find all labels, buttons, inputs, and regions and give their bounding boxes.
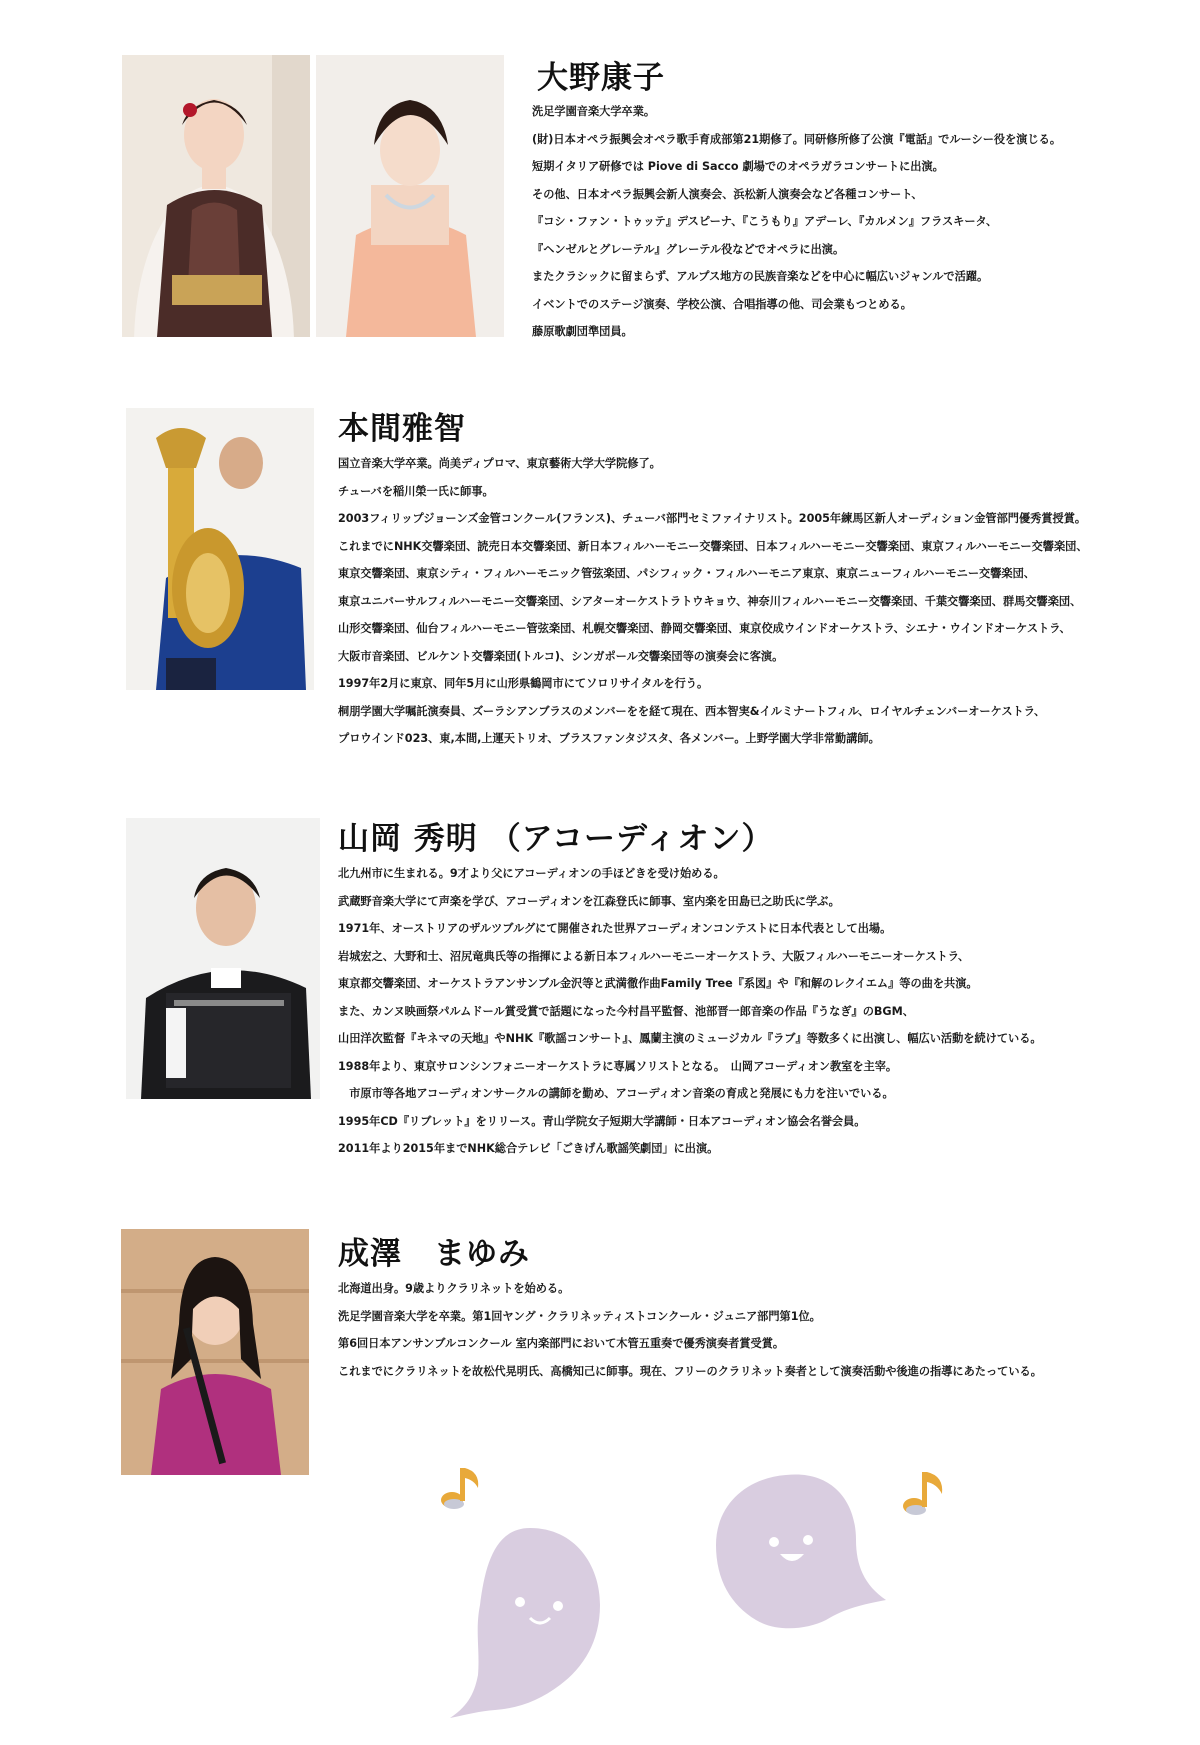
- ono-photo-dress: [316, 55, 504, 337]
- bio-line: 『コシ・ファン・トゥッテ』デスピーナ、『こうもり』アデーレ、『カルメン』フラスキータ、: [532, 215, 998, 228]
- bio-line: 2003フィリップジョーンズ金管コンクール(フランス)、チューバ部門セミファイナリスト。2005年練馬区新人オーディション金管部門優秀賞授賞。: [338, 512, 1087, 525]
- bio-line: イベントでのステージ演奏、学校公演、合唱指導の他、司会業もつとめる。: [532, 297, 912, 311]
- bio-line: これまでにNHK交響楽団、読売日本交響楽団、新日本フィルハーモニー交響楽団、日本フィルハーモニー交響楽団、東京フィルハーモニー交響楽団、: [338, 539, 1088, 553]
- ghost-illustration: [440, 1510, 620, 1720]
- bio-line: 東京都交響楽団、オーケストラアンサンブル金沢等と武満徹作曲Family Tree『系図』や『和解のレクイエム』等の曲を共演。: [338, 977, 978, 990]
- music-note-icon: [438, 1458, 488, 1516]
- member-bio-honma: [338, 450, 1088, 753]
- bio-line: 洗足学園音楽大学を卒業。第1回ヤング・クラリネッティストコンクール・ジュニア部門第1位。: [338, 1309, 821, 1323]
- member-bio-narisawa: [338, 1275, 1042, 1385]
- bio-line: 東京ユニバーサルフィルハーモニー交響楽団、シアターオーケストラトウキョウ、神奈川フィルハーモニー交響楽団、千葉交響楽団、群馬交響楽団、: [338, 594, 1082, 608]
- bio-line: 『ヘンゼルとグレーテル』グレーテル役などでオペラに出演。: [532, 242, 845, 256]
- yamaoka-photo: [126, 818, 320, 1099]
- bio-line: 国立音楽大学卒業。尚美ディプロマ、東京藝術大学大学院修了。: [338, 457, 661, 470]
- bio-line: チューバを稲川榮一氏に師事。: [338, 484, 494, 498]
- bio-line: (財)日本オペラ振興会オペラ歌手育成部第21期修了。同研修所修了公演『電話』でルーシー役を演じる。: [532, 132, 1062, 146]
- bio-line: 1971年、オーストリアのザルツブルグにて開催された世界アコーディオンコンテストに日本代表として出場。: [338, 922, 892, 935]
- member-bio-ono: [532, 98, 1061, 346]
- bio-line: これまでにクラリネットを故松代晃明氏、高橋知己に師事。現在、フリーのクラリネット奏者として演奏活動や後進の指導にあたっている。: [338, 1364, 1042, 1378]
- member-name-honma: 本間雅智: [338, 411, 466, 447]
- member-bio-yamaoka: [338, 860, 1042, 1163]
- bio-line: 2011年より2015年までNHK総合テレビ「ごきげん歌謡笑劇団」に出演。: [338, 1142, 719, 1155]
- bio-line: 山田洋次監督『キネマの天地』やNHK『歌謡コンサート』、鳳蘭主演のミュージカル『ラブ』等数多くに出演し、幅広い活動を続けている。: [338, 1032, 1042, 1045]
- bio-line: 1988年より、東京サロンシンフォニーオーケストラに専属ソリストとなる。 山岡アコーディオン教室を主宰。: [338, 1059, 898, 1073]
- honma-photo: [126, 408, 314, 690]
- bio-line: また、カンヌ映画祭パルムドール賞受賞で話題になった今村昌平監督、池部晋一郎音楽の作品『うなぎ』のBGM、: [338, 1004, 914, 1018]
- bio-line: その他、日本オペラ振興会新人演奏会、浜松新人演奏会など各種コンサート、: [532, 187, 923, 201]
- bio-line: 桐朋学園大学嘱託演奏員、ズーラシアンブラスのメンバーをを経て現在、西本智実&イルミナートフィル、ロイヤルチェンバーオーケストラ、: [338, 704, 1046, 718]
- bio-line: 武蔵野音楽大学にて声楽を学び、アコーディオンを江森登氏に師事、室内楽を田島已之助氏に学ぶ。: [338, 894, 840, 908]
- bio-line: 大阪市音楽団、ビルケント交響楽団(トルコ)、シンガポール交響楽団等の演奏会に客演。: [338, 649, 784, 663]
- bio-line: プロウインド023、東,本間,上運天トリオ、ブラスファンタジスタ、各メンバー。上野学園大学非常勤講師。: [338, 732, 880, 745]
- bio-line: 岩城宏之、大野和士、沼尻竜典氏等の指揮による新日本フィルハーモニーオーケストラ、大阪フィルハーモニーオーケストラ、: [338, 949, 970, 963]
- bio-line: 市原市等各地アコーディオンサークルの講師を勤め、アコーディオン音楽の育成と発展にも力を注いでいる。: [338, 1087, 894, 1100]
- ghost-illustration: [706, 1460, 896, 1645]
- bio-line: 1995年CD『リブレット』をリリース。青山学院女子短期大学講師・日本アコーディオン協会名誉会員。: [338, 1114, 866, 1128]
- music-note-icon: [900, 1462, 950, 1522]
- bio-line: 東京交響楽団、東京シティ・フィルハーモニック管弦楽団、パシフィック・フィルハーモニア東京、東京ニューフィルハーモニー交響楽団、: [338, 567, 1035, 580]
- bio-line: 短期イタリア研修では Piove di Sacco 劇場でのオペラガラコンサートに出演。: [532, 160, 944, 173]
- narisawa-photo: [121, 1229, 309, 1475]
- bio-line: 藤原歌劇団準団員。: [532, 325, 633, 338]
- member-name-ono: 大野康子: [537, 60, 665, 96]
- bio-line: 北海道出身。9歳よりクラリネットを始める。: [338, 1282, 570, 1295]
- bio-line: 洗足学園音楽大学卒業。: [532, 105, 656, 118]
- bio-line: 第6回日本アンサンブルコンクール 室内楽部門において木管五重奏で優秀演奏者賞受賞。: [338, 1337, 785, 1350]
- bio-line: またクラシックに留まらず、アルプス地方の民族音楽などを中心に幅広いジャンルで活躍。: [532, 270, 989, 283]
- bio-line: 山形交響楽団、仙台フィルハーモニー管弦楽団、札幌交響楽団、静岡交響楽団、東京佼成ウインドオーケストラ、シエナ・ウインドオーケストラ、: [338, 622, 1071, 635]
- member-name-yamaoka: 山岡 秀明 （アコーディオン）: [338, 821, 774, 857]
- bio-line: 北九州市に生まれる。9才より父にアコーディオンの手ほどきを受け始める。: [338, 867, 725, 880]
- bio-line: 1997年2月に東京、同年5月に山形県鶴岡市にてソロリサイタルを行う。: [338, 677, 709, 690]
- member-name-narisawa: 成澤 まゆみ: [338, 1236, 530, 1272]
- ono-photo-costume: [122, 55, 310, 337]
